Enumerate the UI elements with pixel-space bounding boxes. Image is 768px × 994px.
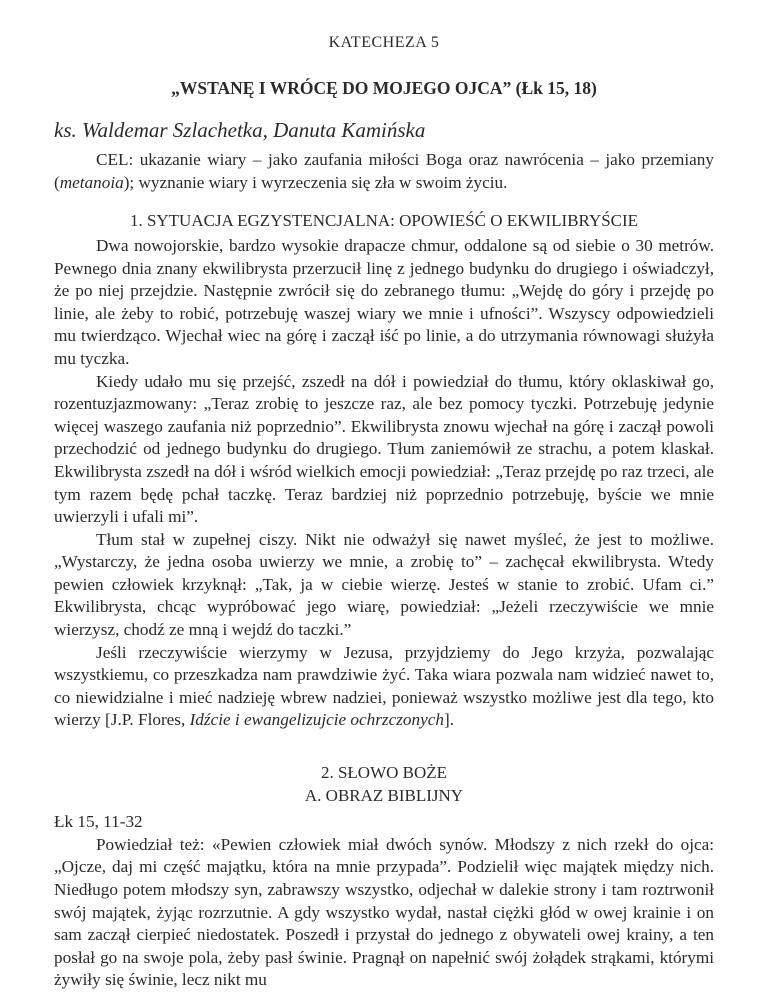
running-header: KATECHEZA 5 xyxy=(328,34,440,51)
bible-reference: Łk 15, 11-32 xyxy=(54,812,143,832)
story-paragraph-2: Kiedy udało mu się przejść, zszedł na dół i powiedział do tłumu, który oklaskiwał go, rozentuzjazmowany: „Teraz zrobię to jeszcze raz, ale bez pomocy tyczki. Potrzebuję jedynie więcej waszego zaufania niż poprzednio”. Ekwilibrysta znowu wjechał na górę i zaczął powoli przechodzić od jednego budynku do drugiego. Tłum zaniemówił ze strachu, a potem klaskał. Ekwilibrysta zszedł na dół i wśród wielkich emocji powiedział: „Teraz przejdę po raz trzeci, ale tym razem będę pchał taczkę. Teraz bardziej niż poprzednio potrzebuję, byście we mnie uwierzyli i ufali mi”. xyxy=(54,371,714,527)
authors: ks. Waldemar Szlachetka, Danuta Kamińska xyxy=(54,118,426,143)
spacer xyxy=(54,732,714,752)
bible-paragraph: Powiedział też: «Pewien człowiek miał dwóch synów. Młodszy z nich rzekł do ojca: „Ojcze, daj mi część majątku, która na mnie przypada”. Podzielił więc majątek między nich. Niedługo potem młodszy syn, zabrawszy wszystko, odjechał w dalekie strony i tam roztrwonił swój majątek, żyjąc rozrzutnie. A gdy wszystko wydał, nastał ciężki głód w owej krainie i on sam zaczął cierpieć niedostatek. Poszedł i przystał do jednego z obywateli owej krainy, a ten posłał go na swoje pola, żeby pasł świnie. Pragnął on napełnić swój żołądek strąkami, którymi żywiły się świnie, lecz nikt mu xyxy=(54,834,714,990)
subsection-heading-a: A. OBRAZ BIBLIJNY xyxy=(304,785,464,805)
closing-text-after: ]. xyxy=(443,710,455,730)
closing-text-before: Jeśli rzeczywiście wierzymy w Jezusa, przyjdziemy do Jego krzyża, pozwalając wszystkiemu, co przeszkadza nam prawdziwie żyć. Taka wiara pozwala nam widzieć nawet to, co niewidzialne i mieć nadzieję wbrew nadziei, ponieważ wszystko możliwe jest dla tego, kto wierzy [J.P. Flores, xyxy=(54,642,714,730)
page-title: „WSTANĘ I WRÓCĘ DO MOJEGO OJCA” (Łk 15, 18) xyxy=(171,77,597,98)
story-paragraph-1: Dwa nowojorskie, bardzo wysokie drapacze chmur, oddalone są od siebie o 30 metrów. Pewnego dnia znany ekwilibrysta przerzucił linę z jednego budynku do drugiego i oświadczył, że po niej przejdzie. Następnie zwrócił się do zebranego tłumu: „Wejdę do góry i przejdę po linie, ale żeby to robić, potrzebuję waszej wiary we mnie i ufności”. Wszyscy odpowiedzieli mu twierdząco. Wjechał wiec na górę i zaczął iść po linie, a do utrzymania równowagi służyła mu tyczka. xyxy=(54,235,714,368)
story-paragraph-3: Tłum stał w zupełnej ciszy. Nikt nie odważył się nawet myśleć, że jest to możliwe. „Wystarczy, że jedna osoba uwierzy we mnie, a zrobię to” – zachęcał ekwilibrysta. Wtedy pewien człowiek krzyknął: „Tak, ja w ciebie wierzę. Jesteś w stanie to zrobić. Ufam ci.” Ekwilibrysta, chcąc wypróbować jego wiarę, powiedział: „Jeżeli rzeczywiście we mnie wierzysz, chodź ze mną i wejdź do taczki.” xyxy=(54,529,714,640)
goal-text-before: CEL: ukazanie wiary – jako zaufania miłości Boga oraz nawrócenia – jako przemiany ( xyxy=(54,150,714,192)
goal-paragraph xyxy=(54,149,714,194)
goal-text-after: ); wyznanie wiary i wyrzeczenia się zła w swoim życiu. xyxy=(123,172,508,192)
section-heading-1: 1. SYTUACJA EGZYSTENCJALNA: OPOWIEŚĆ O EKWILIBRYŚCIE xyxy=(129,211,639,231)
closing-paragraph xyxy=(54,642,714,732)
section-heading-2: 2. SŁOWO BOŻE xyxy=(320,763,448,783)
goal-text-italic: metanoia xyxy=(59,172,124,192)
closing-text-italic: Idźcie i ewangelizujcie ochrzczonych xyxy=(189,710,444,730)
